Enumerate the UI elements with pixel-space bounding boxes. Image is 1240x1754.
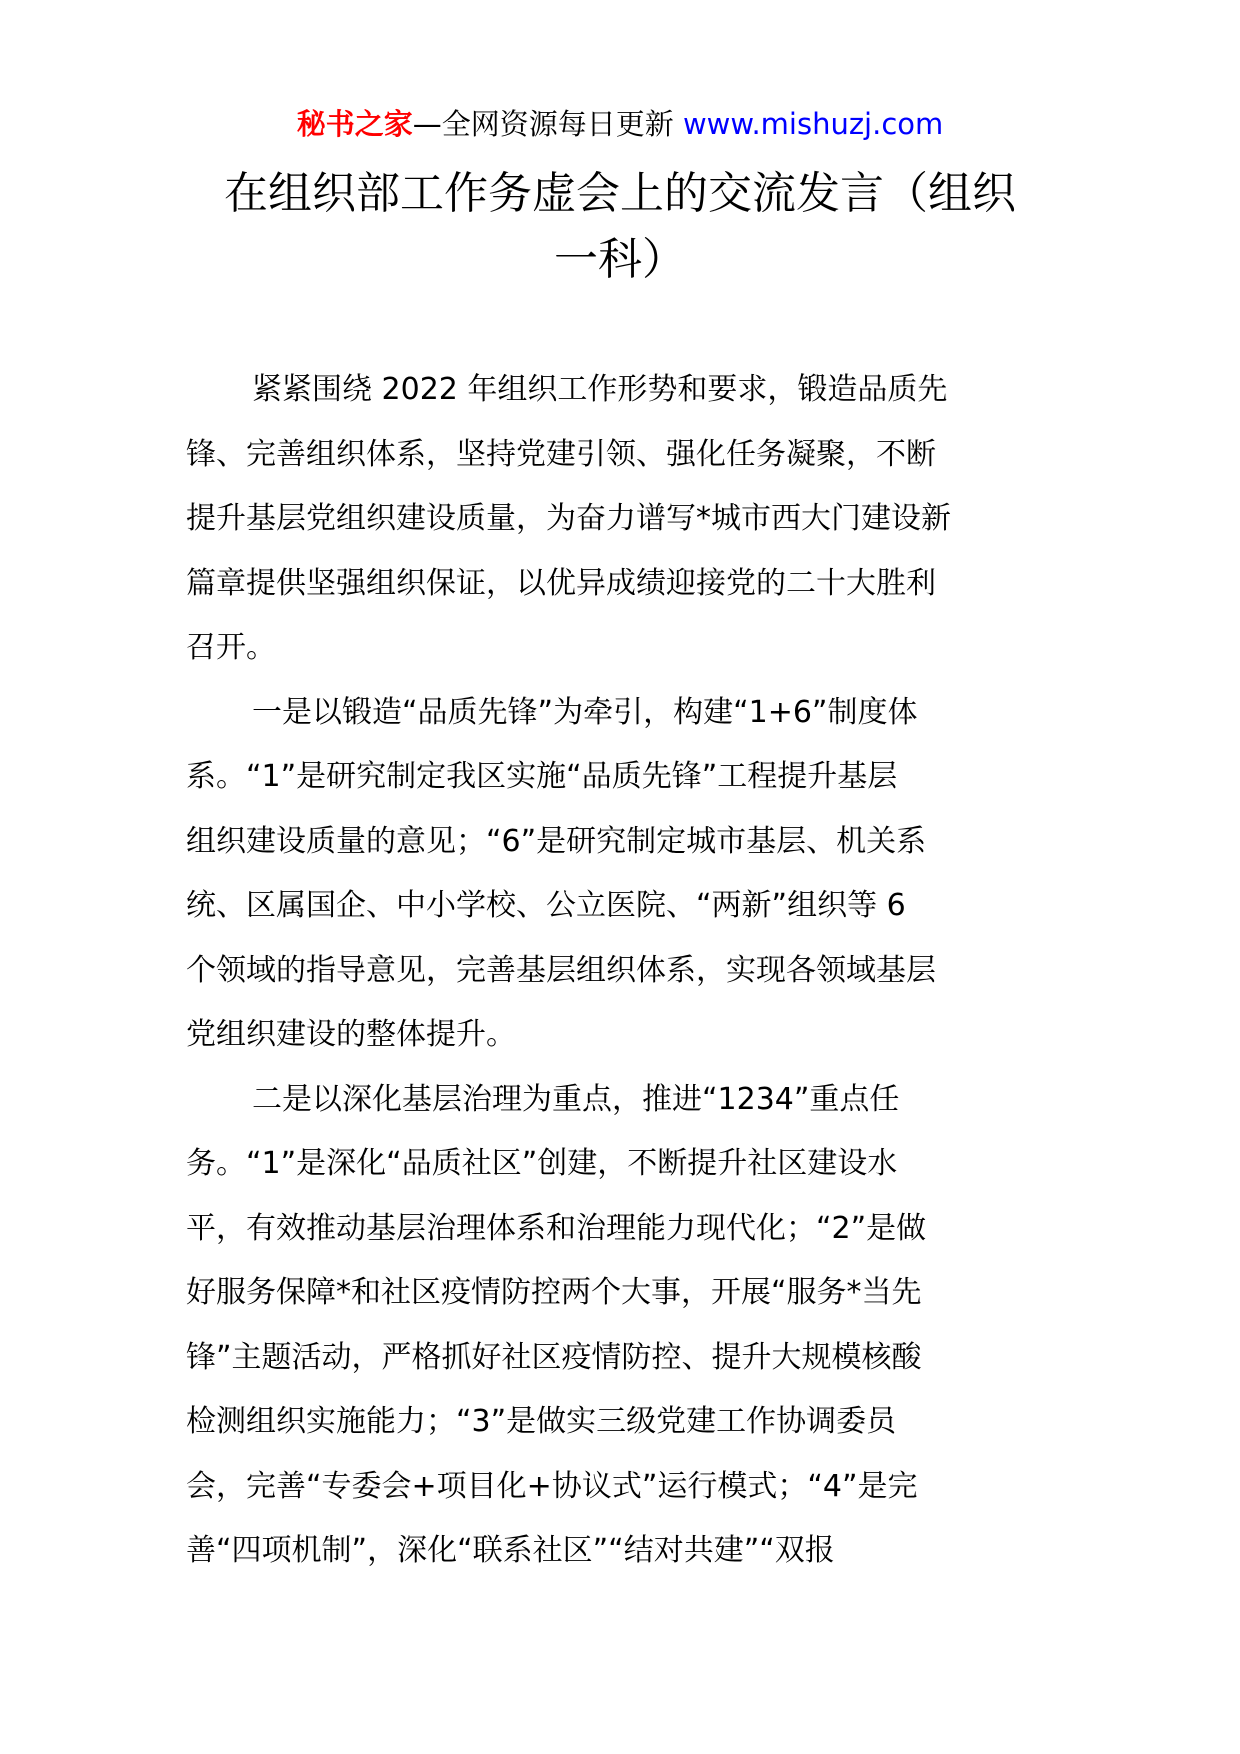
text-line: 个领域的指导意见，完善基层组织体系，实现各领域基层 bbox=[186, 952, 936, 988]
text-line: 提升基层党组织建设质量，为奋力谱写*城市西大门建设新 bbox=[186, 501, 951, 536]
text-line: 组织建设质量的意见；“6”是研究制定城市基层、机关系 bbox=[186, 823, 927, 859]
paragraph-point-one bbox=[186, 681, 1056, 1068]
text-line: 锋”主题活动，严格抓好社区疫情防控、提升大规模核酸 bbox=[186, 1339, 922, 1375]
text-line: 二是以深化基层治理为重点，推进“1234”重点任 bbox=[252, 1081, 900, 1117]
title-line-1: 在组织部工作务虚会上的交流发言（组织 bbox=[224, 168, 1016, 219]
text-line: 党组织建设的整体提升。 bbox=[186, 1017, 516, 1052]
document-title bbox=[160, 161, 1080, 293]
text-line: 平，有效推动基层治理体系和治理能力现代化；“2”是做 bbox=[186, 1210, 927, 1246]
text-line: 召开。 bbox=[186, 630, 276, 665]
site-url-link[interactable]: www.mishuzj.com bbox=[682, 107, 944, 141]
document-body bbox=[186, 358, 1056, 1584]
header-tagline: —全网资源每日更新 bbox=[412, 107, 683, 141]
brand-name: 秘书之家 bbox=[296, 107, 413, 141]
text-line: 一是以锻造“品质先锋”为牵引，构建“1+6”制度体 bbox=[252, 694, 918, 730]
text-line: 会，完善“专委会+项目化+协议式”运行模式；“4”是完 bbox=[186, 1468, 918, 1504]
paragraph-intro bbox=[186, 358, 1056, 681]
text-line: 紧紧围绕 2022 年组织工作形势和要求，锻造品质先 bbox=[252, 372, 948, 407]
paragraph-point-two bbox=[186, 1068, 1056, 1584]
title-line-2: 一科） bbox=[554, 234, 686, 285]
text-line: 篇章提供坚强组织保证，以优异成绩迎接党的二十大胜利 bbox=[186, 565, 936, 601]
text-line: 好服务保障*和社区疫情防控两个大事，开展“服务*当先 bbox=[186, 1275, 922, 1310]
text-line: 锋、完善组织体系，坚持党建引领、强化任务凝聚，不断 bbox=[186, 436, 936, 472]
text-line: 善“四项机制”，深化“联系社区”“结对共建”“双报 bbox=[186, 1533, 835, 1568]
text-line: 务。“1”是深化“品质社区”创建，不断提升社区建设水 bbox=[186, 1146, 898, 1181]
text-line: 检测组织实施能力；“3”是做实三级党建工作协调委员 bbox=[186, 1404, 897, 1439]
header-banner bbox=[0, 104, 1240, 144]
text-line: 统、区属国企、中小学校、公立医院、“两新”组织等 6 bbox=[186, 888, 906, 923]
text-line: 系。“1”是研究制定我区实施“品质先锋”工程提升基层 bbox=[186, 759, 898, 794]
